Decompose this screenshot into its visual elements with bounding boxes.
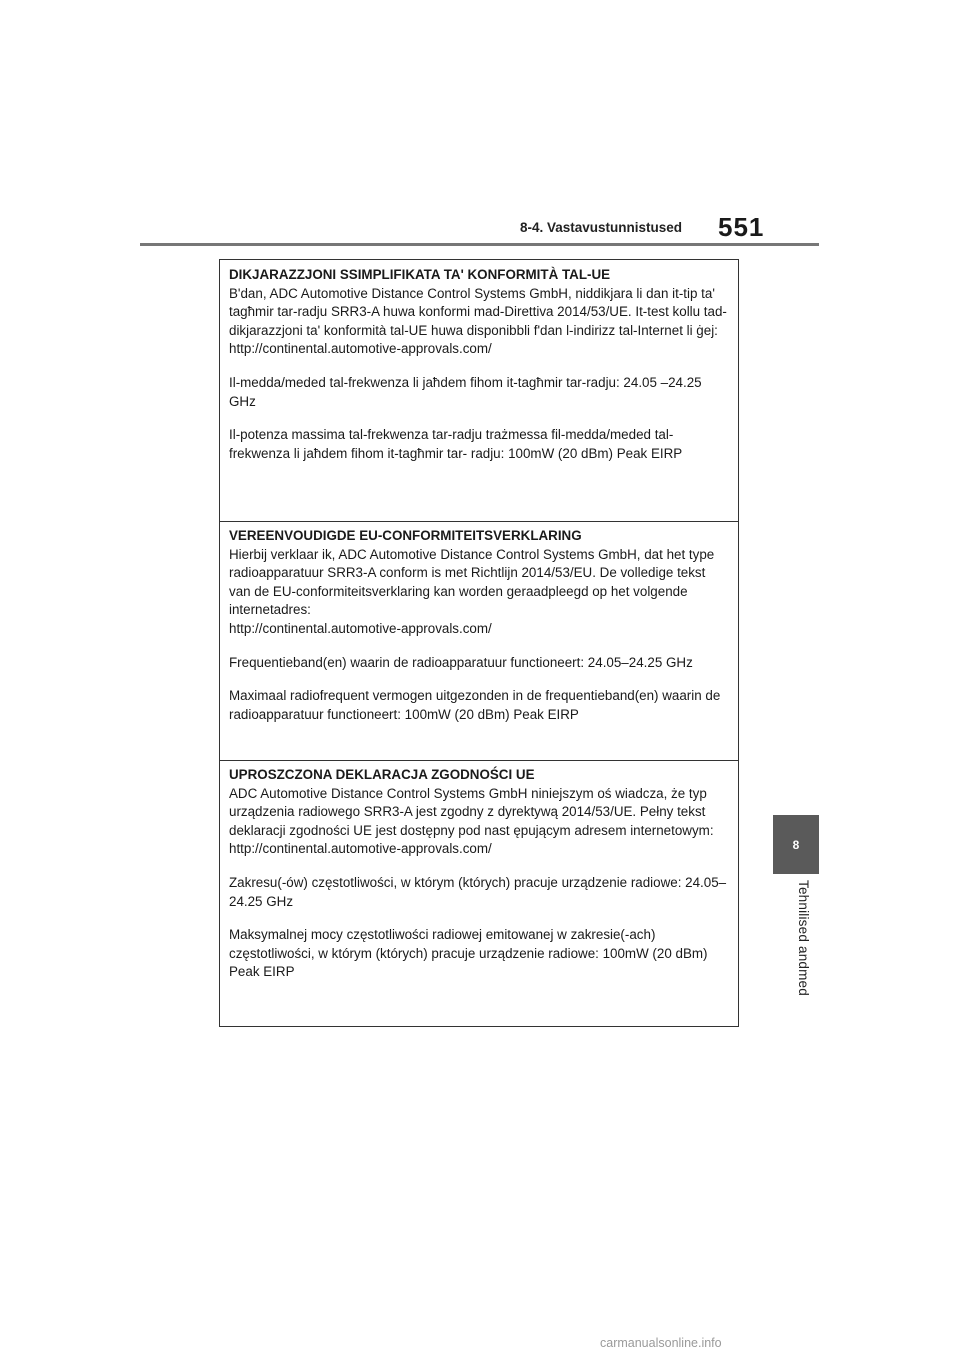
frequency-band: Frequentieband(en) waarin de radioapparatuur functioneert: 24.05–24.25 GHz (229, 654, 693, 670)
frequency-band: Il-medda/meded tal-frekwenza li jaħdem fihom it-tagħmir tar-radju: 24.05 –24.25 GHz (229, 374, 702, 409)
declaration-title: UPROSZCZONA DEKLARACJA ZGODNOŚCI UE (229, 767, 535, 782)
chapter-label: Tehnilised andmed (796, 880, 811, 996)
declaration-polish (220, 760, 738, 1028)
max-power: Maximaal radiofrequent vermogen uitgezonden in de frequentieband(en) waarin de radioapparatuur functioneert: 100mW (20 dBm) Peak EIRP (229, 688, 721, 722)
declaration-body: ADC Automotive Distance Control Systems GmbH niniejszym oś wiadcza, że typ urządzenia radiowego SRR3-A jest zgodny z dyrektywą 2014/53/UE. Pełny tekst deklaracji zgodności UE jest dostępny pod nast ępującym adresem internetowym: (229, 785, 714, 838)
declaration-url: http://continental.automotive-approvals.com/ (229, 620, 492, 636)
frequency-band: Zakresu(-ów) częstotliwości, w którym (których) pracuje urządzenie radiowe: 24.05–24.25 GHz (229, 874, 727, 909)
declarations-box (219, 259, 739, 1027)
declaration-title: DIKJARAZZJONI SSIMPLIFIKATA TA' KONFORMITÀ TAL-UE (229, 267, 611, 282)
declaration-body: Hierbij verklaar ik, ADC Automotive Distance Control Systems GmbH, dat het type radioapparatuur SRR3-A conform is met Richtlijn 2014/53/EU. De volledige tekst van de EU-conformiteitsverklaring kan worden geraadpleegd op het volgende internetadres: (229, 546, 715, 618)
header-divider (140, 243, 819, 246)
page-number: 551 (718, 212, 765, 242)
section-title: 8-4. Vastavustunnistused (520, 220, 683, 235)
declaration-url: http://continental.automotive-approvals.com/ (229, 341, 492, 357)
declaration-dutch (220, 521, 738, 760)
declaration-title: VEREENVOUDIGDE EU-CONFORMITEITSVERKLARING (229, 528, 582, 543)
declaration-url: http://continental.automotive-approvals.com/ (229, 841, 492, 857)
chapter-tab (773, 815, 819, 874)
declaration-maltese (220, 260, 738, 521)
max-power: Maksymalnej mocy częstotliwości radiowej emitowanej w zakresie(-ach) częstotliwości, w którym (których) pracuje urządzenie radiowe: 100mW (20 dBm) Peak EIRP (229, 927, 708, 980)
chapter-number: 8 (792, 837, 800, 852)
max-power: Il-potenza massima tal-frekwenza tar-radju trażmessa fil-medda/meded tal-frekwenza li jaħdem fihom it-tagħmir tar- radju: 100mW (20 dBm) Peak EIRP (229, 427, 683, 461)
declaration-body: B'dan, ADC Automotive Distance Control Systems GmbH, niddikjara li dan it-tip ta' tagħmir tar-radju SRR3-A huwa konformi mad-Direttiva 2014/53/UE. It-test kollu tad-dikjarazzjoni ta' konformità tal-UE huwa disponibbli f'dan l-indirizz tal-Internet li ġej: (229, 285, 727, 338)
watermark: carmanualsonline.info (600, 1336, 722, 1350)
